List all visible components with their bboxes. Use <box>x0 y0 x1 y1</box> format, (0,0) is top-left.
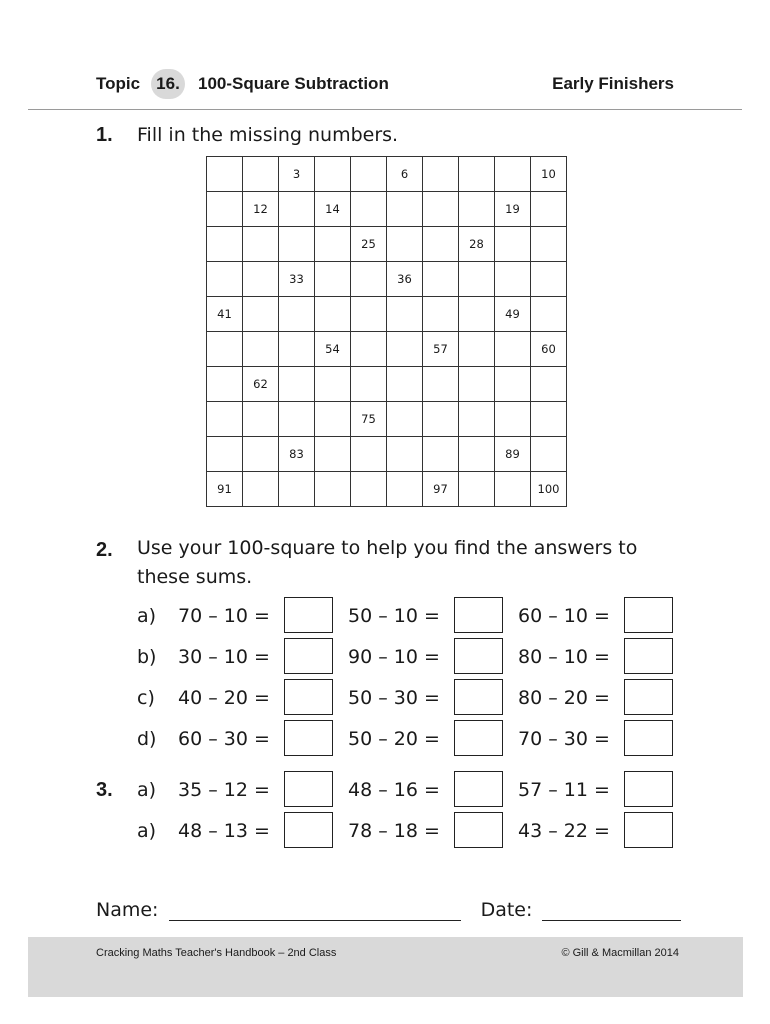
grid-cell-blank[interactable] <box>387 367 423 402</box>
grid-cell-blank[interactable] <box>243 437 279 472</box>
question-2-text-line2: these sums. <box>137 566 253 588</box>
page-header <box>96 72 674 98</box>
grid-cell-filled: 57 <box>423 332 459 367</box>
grid-cell-filled: 54 <box>315 332 351 367</box>
grid-cell-filled: 97 <box>423 472 459 507</box>
grid-cell-blank[interactable] <box>459 262 495 297</box>
name-label: Name: <box>96 899 159 921</box>
grid-cell-filled: 83 <box>279 437 315 472</box>
grid-cell-blank[interactable] <box>495 157 531 192</box>
grid-cell-blank[interactable] <box>531 402 567 437</box>
grid-cell-blank[interactable] <box>423 367 459 402</box>
grid-cell-blank[interactable] <box>315 297 351 332</box>
grid-row <box>207 437 567 472</box>
grid-cell-blank[interactable] <box>351 297 387 332</box>
row-label: b) <box>137 646 157 668</box>
grid-cell-blank[interactable] <box>387 227 423 262</box>
grid-cell-filled: 75 <box>351 402 387 437</box>
sum-expression: 70 – 30 = <box>518 728 610 750</box>
row-label: a) <box>137 605 157 627</box>
grid-cell-blank[interactable] <box>207 367 243 402</box>
grid-cell-blank[interactable] <box>279 227 315 262</box>
grid-cell-blank[interactable] <box>423 297 459 332</box>
grid-cell-blank[interactable] <box>531 437 567 472</box>
grid-cell-filled: 25 <box>351 227 387 262</box>
grid-cell-filled: 89 <box>495 437 531 472</box>
row-label: a) <box>137 779 157 801</box>
grid-cell-filled: 91 <box>207 472 243 507</box>
grid-cell-filled: 100 <box>531 472 567 507</box>
grid-cell-blank[interactable] <box>387 297 423 332</box>
grid-cell-blank[interactable] <box>495 332 531 367</box>
answer-box[interactable] <box>624 638 673 674</box>
grid-row <box>207 332 567 367</box>
grid-cell-blank[interactable] <box>279 402 315 437</box>
row-label: d) <box>137 728 157 750</box>
grid-cell-blank[interactable] <box>207 402 243 437</box>
question-3-number: 3. <box>96 779 113 801</box>
grid-cell-blank[interactable] <box>315 472 351 507</box>
grid-row <box>207 297 567 332</box>
sum-expression: 90 – 10 = <box>348 646 440 668</box>
grid-cell-filled: 36 <box>387 262 423 297</box>
grid-cell-blank[interactable] <box>279 297 315 332</box>
grid-cell-blank[interactable] <box>459 332 495 367</box>
topic-number-badge: 16. <box>151 69 185 99</box>
grid-cell-filled: 62 <box>243 367 279 402</box>
question-1-number: 1. <box>96 124 113 146</box>
grid-cell-blank[interactable] <box>207 227 243 262</box>
grid-cell-blank[interactable] <box>387 332 423 367</box>
row-label: c) <box>137 687 155 709</box>
grid-cell-blank[interactable] <box>315 367 351 402</box>
sum-expression: 48 – 13 = <box>178 820 270 842</box>
sum-expression: 50 – 20 = <box>348 728 440 750</box>
grid-row <box>207 402 567 437</box>
grid-cell-blank[interactable] <box>423 262 459 297</box>
answer-box[interactable] <box>454 771 503 807</box>
answer-box[interactable] <box>454 679 503 715</box>
question-1-text: Fill in the missing numbers. <box>137 124 399 146</box>
answer-box[interactable] <box>454 638 503 674</box>
row-label: a) <box>137 820 157 842</box>
grid-cell-filled: 6 <box>387 157 423 192</box>
grid-cell-blank[interactable] <box>459 437 495 472</box>
grid-cell-blank[interactable] <box>243 297 279 332</box>
name-date-line <box>96 899 681 921</box>
grid-cell-blank[interactable] <box>459 472 495 507</box>
grid-cell-filled: 10 <box>531 157 567 192</box>
grid-cell-blank[interactable] <box>495 227 531 262</box>
grid-cell-blank[interactable] <box>387 402 423 437</box>
grid-cell-blank[interactable] <box>387 437 423 472</box>
header-divider <box>28 109 742 110</box>
question-2-number: 2. <box>96 539 113 561</box>
sum-expression: 60 – 30 = <box>178 728 270 750</box>
sum-expression: 57 – 11 = <box>518 779 610 801</box>
page-footer <box>28 937 743 997</box>
sum-expression: 35 – 12 = <box>178 779 270 801</box>
grid-row <box>207 262 567 297</box>
grid-cell-filled: 28 <box>459 227 495 262</box>
grid-cell-blank[interactable] <box>243 157 279 192</box>
answer-box[interactable] <box>284 597 333 633</box>
answer-box[interactable] <box>624 597 673 633</box>
grid-cell-blank[interactable] <box>207 437 243 472</box>
grid-cell-blank[interactable] <box>531 227 567 262</box>
answer-box[interactable] <box>284 720 333 756</box>
grid-cell-blank[interactable] <box>459 297 495 332</box>
grid-row <box>207 472 567 507</box>
grid-cell-blank[interactable] <box>459 367 495 402</box>
grid-cell-filled: 14 <box>315 192 351 227</box>
grid-cell-blank[interactable] <box>207 262 243 297</box>
grid-cell-blank[interactable] <box>279 472 315 507</box>
sum-expression: 50 – 30 = <box>348 687 440 709</box>
hundred-square-grid <box>206 156 567 507</box>
question-2-text-line1: Use your 100-square to help you find the answers to <box>137 537 638 559</box>
grid-cell-filled: 3 <box>279 157 315 192</box>
grid-cell-blank[interactable] <box>351 262 387 297</box>
grid-cell-blank[interactable] <box>495 472 531 507</box>
grid-cell-filled: 49 <box>495 297 531 332</box>
grid-cell-blank[interactable] <box>387 472 423 507</box>
grid-cell-blank[interactable] <box>315 437 351 472</box>
grid-cell-blank[interactable] <box>423 157 459 192</box>
grid-cell-blank[interactable] <box>531 297 567 332</box>
grid-cell-blank[interactable] <box>495 262 531 297</box>
grid-cell-blank[interactable] <box>423 437 459 472</box>
grid-cell-blank[interactable] <box>207 332 243 367</box>
sum-expression: 80 – 20 = <box>518 687 610 709</box>
answer-box[interactable] <box>284 638 333 674</box>
grid-cell-blank[interactable] <box>459 157 495 192</box>
grid-cell-blank[interactable] <box>243 262 279 297</box>
answer-box[interactable] <box>454 812 503 848</box>
sum-expression: 48 – 16 = <box>348 779 440 801</box>
grid-cell-blank[interactable] <box>351 192 387 227</box>
sum-expression: 60 – 10 = <box>518 605 610 627</box>
grid-cell-blank[interactable] <box>351 332 387 367</box>
answer-box[interactable] <box>284 771 333 807</box>
grid-cell-blank[interactable] <box>279 332 315 367</box>
answer-box[interactable] <box>284 679 333 715</box>
grid-cell-blank[interactable] <box>351 367 387 402</box>
grid-cell-filled: 12 <box>243 192 279 227</box>
grid-row <box>207 192 567 227</box>
section-label: Early Finishers <box>552 74 674 93</box>
grid-cell-blank[interactable] <box>531 262 567 297</box>
grid-cell-blank[interactable] <box>459 402 495 437</box>
grid-cell-blank[interactable] <box>207 192 243 227</box>
grid-cell-blank[interactable] <box>387 192 423 227</box>
grid-cell-blank[interactable] <box>243 402 279 437</box>
grid-cell-blank[interactable] <box>423 192 459 227</box>
answer-box[interactable] <box>624 679 673 715</box>
grid-cell-blank[interactable] <box>459 192 495 227</box>
grid-cell-filled: 60 <box>531 332 567 367</box>
grid-cell-blank[interactable] <box>495 367 531 402</box>
sum-expression: 50 – 10 = <box>348 605 440 627</box>
footer-copyright: © Gill & Macmillan 2014 <box>561 947 679 959</box>
grid-row <box>207 227 567 262</box>
grid-cell-blank[interactable] <box>279 192 315 227</box>
sum-expression: 40 – 20 = <box>178 687 270 709</box>
answer-box[interactable] <box>624 812 673 848</box>
answer-box[interactable] <box>624 720 673 756</box>
grid-cell-blank[interactable] <box>315 402 351 437</box>
name-field[interactable] <box>169 902 461 921</box>
grid-cell-filled: 33 <box>279 262 315 297</box>
footer-publication: Cracking Maths Teacher's Handbook – 2nd Class <box>96 947 337 959</box>
grid-cell-blank[interactable] <box>315 157 351 192</box>
grid-cell-blank[interactable] <box>315 262 351 297</box>
answer-box[interactable] <box>624 771 673 807</box>
date-field[interactable] <box>542 902 681 921</box>
grid-cell-blank[interactable] <box>531 367 567 402</box>
sum-expression: 78 – 18 = <box>348 820 440 842</box>
grid-cell-blank[interactable] <box>351 472 387 507</box>
grid-cell-blank[interactable] <box>243 227 279 262</box>
sum-expression: 80 – 10 = <box>518 646 610 668</box>
grid-cell-blank[interactable] <box>351 157 387 192</box>
answer-box[interactable] <box>284 812 333 848</box>
page-title: 100-Square Subtraction <box>198 74 389 93</box>
grid-row <box>207 367 567 402</box>
grid-row <box>207 157 567 192</box>
grid-cell-blank[interactable] <box>207 157 243 192</box>
grid-cell-blank[interactable] <box>495 402 531 437</box>
date-label: Date: <box>480 899 533 921</box>
grid-cell-blank[interactable] <box>531 192 567 227</box>
answer-box[interactable] <box>454 597 503 633</box>
grid-cell-blank[interactable] <box>315 227 351 262</box>
grid-cell-blank[interactable] <box>243 472 279 507</box>
answer-box[interactable] <box>454 720 503 756</box>
sum-expression: 70 – 10 = <box>178 605 270 627</box>
sum-expression: 43 – 22 = <box>518 820 610 842</box>
sum-expression: 30 – 10 = <box>178 646 270 668</box>
grid-cell-filled: 19 <box>495 192 531 227</box>
grid-cell-filled: 41 <box>207 297 243 332</box>
grid-cell-blank[interactable] <box>423 227 459 262</box>
grid-cell-blank[interactable] <box>279 367 315 402</box>
grid-cell-blank[interactable] <box>243 332 279 367</box>
topic-label: Topic <box>96 74 141 93</box>
grid-cell-blank[interactable] <box>423 402 459 437</box>
grid-cell-blank[interactable] <box>351 437 387 472</box>
